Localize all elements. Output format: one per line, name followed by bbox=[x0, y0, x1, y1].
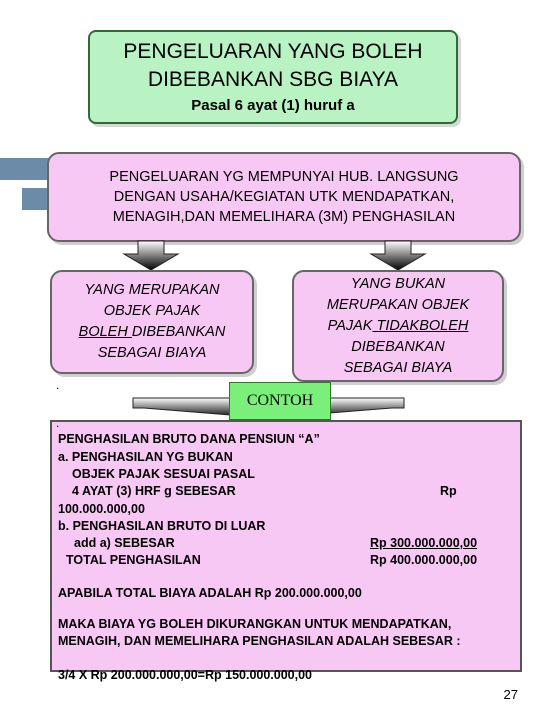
example-line-3: OBJEK PAJAK SESUAI PASAL bbox=[72, 467, 255, 481]
example-line-2: a. PENGHASILAN YG BUKAN bbox=[58, 450, 233, 464]
deductible-line-4: SEBAGAI BIAYA bbox=[97, 345, 207, 361]
example-line-4: 4 AYAT (3) HRF g SEBESAR bbox=[72, 484, 236, 498]
example-line-10: MAKA BIAYA YG BOLEH DIKURANGKAN UNTUK MENDAPATKAN, bbox=[58, 617, 452, 631]
example-line-9: APABILA TOTAL BIAYA ADALAH Rp 200.000.000,00 bbox=[58, 586, 362, 600]
deductible-box bbox=[50, 270, 254, 374]
example-line-8-amount: Rp 400.000.000,00 bbox=[370, 553, 478, 567]
deductible-dibebankan: DIBEBANKAN bbox=[131, 324, 226, 340]
deductible-line-2: OBJEK PAJAK bbox=[103, 303, 201, 319]
non-deductible-line-2: MERUPAKAN OBJEK bbox=[326, 296, 470, 313]
example-line-8: TOTAL PENGHASILAN bbox=[66, 553, 201, 567]
contoh-label: CONTOH bbox=[229, 382, 331, 420]
definition-line-2: DENGAN USAHA/KEGIATAN UTK MENDAPATKAN, bbox=[113, 189, 455, 205]
example-box bbox=[50, 416, 522, 682]
deductible-boleh: BOLEH bbox=[78, 324, 132, 340]
non-deductible-line-1: YANG BUKAN bbox=[350, 275, 446, 292]
bullet-dot-2: . bbox=[56, 416, 60, 430]
example-line-4-amount: Rp bbox=[440, 484, 457, 498]
arrow-down-right bbox=[371, 241, 425, 270]
non-deductible-line-3 bbox=[327, 316, 469, 337]
deductible-line-3 bbox=[79, 322, 226, 343]
example-line-11: MENAGIH, DAN MEMELIHARA PENGHASILAN ADALAH SEBESAR : bbox=[58, 634, 461, 648]
bullet-dot-1: . bbox=[56, 378, 60, 392]
example-line-7-amount: Rp 300.000.000,00 bbox=[370, 536, 478, 550]
non-deductible-line-4: DIBEBANKAN bbox=[351, 338, 445, 355]
non-deductible-box bbox=[292, 270, 504, 382]
arrow-down-left bbox=[124, 241, 178, 270]
non-deductible-pajak: PAJAK bbox=[327, 317, 373, 334]
example-line-7: add a) SEBESAR bbox=[74, 536, 175, 550]
deductible-line-1: YANG MERUPAKAN bbox=[84, 282, 220, 298]
non-deductible-line-5: SEBAGAI BIAYA bbox=[343, 359, 453, 376]
example-line-1: PENGHASILAN BRUTO DANA PENSIUN “A” bbox=[58, 432, 320, 446]
example-line-5: 100.000.000,00 bbox=[58, 502, 145, 516]
definition-line-1: PENGELUARAN YG MEMPUNYAI HUB. LANGSUNG bbox=[109, 169, 459, 185]
example-line-6: b. PENGHASILAN BRUTO DI LUAR bbox=[58, 519, 266, 533]
title-subtitle: Pasal 6 ayat (1) huruf a bbox=[191, 97, 355, 114]
definition-line-3: MENAGIH,DAN MEMELIHARA (3M) PENGHASILAN bbox=[112, 209, 456, 225]
example-line-12: 3/4 X Rp 200.000.000,00=Rp 150.000.000,00 bbox=[58, 668, 313, 682]
non-deductible-tidakboleh: TIDAKBOLEH bbox=[372, 317, 469, 334]
page-number: 27 bbox=[503, 687, 518, 702]
title-line-2: DIBEBANKAN SBG BIAYA bbox=[147, 68, 399, 91]
title-line-1: PENGELUARAN YANG BOLEH bbox=[123, 40, 423, 63]
